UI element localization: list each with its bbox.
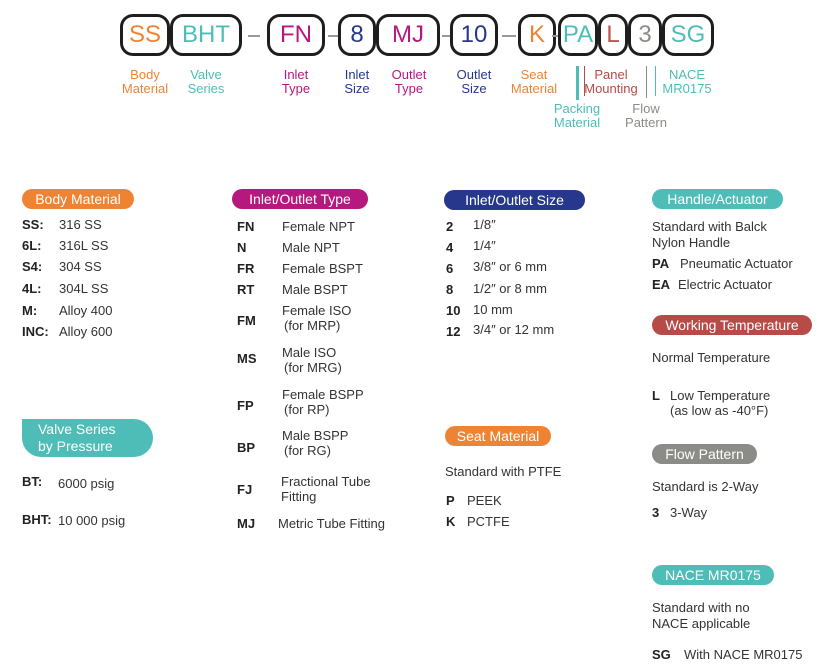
code: INC: xyxy=(22,324,49,339)
separator-dash xyxy=(328,35,338,37)
description: 1/4″ xyxy=(473,238,496,253)
code: SS: xyxy=(22,217,44,232)
description: 1/8″ xyxy=(473,217,496,232)
label-body-material: Body Material xyxy=(121,67,169,96)
label-nace: NACE MR0175 xyxy=(662,67,712,96)
label-seat-material: Seat Material xyxy=(510,67,558,96)
code-box-packing-material: PA xyxy=(558,14,598,56)
code: FP xyxy=(237,398,254,413)
description: 3-Way xyxy=(670,505,708,520)
description: 10 mm xyxy=(473,302,513,317)
leader-line-flow xyxy=(646,66,647,98)
handle-standard-note: Standard with Balck Nylon Handle xyxy=(652,219,767,250)
description: Male NPT xyxy=(282,240,340,255)
code: MJ xyxy=(237,516,256,531)
label-panel-mounting: Panel Mounting xyxy=(584,67,638,96)
code: 10 xyxy=(446,303,461,318)
description: 10 000 psig xyxy=(58,513,126,528)
description: 3/4″ or 12 mm xyxy=(473,322,555,337)
description: Male BSPT xyxy=(282,282,348,297)
seat-standard-note: Standard with PTFE xyxy=(445,464,562,479)
description: Fractional Tube Fitting xyxy=(281,474,371,504)
code: FR xyxy=(237,261,255,276)
code: 6L: xyxy=(22,238,42,253)
code: N xyxy=(237,240,247,255)
section-title-inlet-outlet-type: Inlet/Outlet Type xyxy=(232,189,368,209)
code: 2 xyxy=(446,219,454,234)
code: MS xyxy=(237,351,257,366)
code: L xyxy=(652,388,660,403)
description: Female BSPP (for RP) xyxy=(282,387,364,417)
section-title-valve-series: Valve Series by Pressure xyxy=(22,419,153,457)
description: Male BSPP (for RG) xyxy=(282,428,349,458)
description: 1/2″ or 8 mm xyxy=(473,281,547,296)
description: 3/8″ or 6 mm xyxy=(473,259,547,274)
code-box-outlet-type: MJ xyxy=(376,14,440,56)
label-packing-material: Packing Material xyxy=(553,101,601,130)
section-title-inlet-outlet-size: Inlet/Outlet Size xyxy=(444,190,585,210)
description: Alloy 600 xyxy=(59,324,113,339)
code: S4: xyxy=(22,259,43,274)
code-box-seat-material: K xyxy=(518,14,556,56)
description: Male ISO (for MRG) xyxy=(282,345,342,375)
code: BHT: xyxy=(22,512,52,527)
code: 4L: xyxy=(22,281,42,296)
code: K xyxy=(446,514,456,529)
description: Female NPT xyxy=(282,219,355,234)
code: P xyxy=(446,493,455,508)
section-title-seat-material: Seat Material xyxy=(445,426,551,446)
section-title-handle-actuator: Handle/Actuator xyxy=(652,189,783,209)
section-title-nace: NACE MR0175 xyxy=(652,565,774,585)
code: RT xyxy=(237,282,255,297)
description: 6000 psig xyxy=(58,476,115,491)
label-outlet-size: Outlet Size xyxy=(456,67,492,96)
label-valve-series: Valve Series xyxy=(187,67,225,96)
label-inlet-size: Inlet Size xyxy=(344,67,370,96)
code: BP xyxy=(237,440,256,455)
code: EA xyxy=(652,277,671,292)
code-box-inlet-size: 8 xyxy=(338,14,376,56)
temperature-standard-note: Normal Temperature xyxy=(652,350,771,365)
label-inlet-type: Inlet Type xyxy=(281,67,311,96)
description: Pneumatic Actuator xyxy=(680,256,793,271)
section-title-flow-pattern: Flow Pattern xyxy=(652,444,757,464)
description: With NACE MR0175 xyxy=(684,647,803,662)
code: SG xyxy=(652,647,671,662)
nace-standard-note: Standard with no NACE applicable xyxy=(652,600,751,631)
flow-standard-note: Standard is 2-Way xyxy=(652,479,759,494)
description: 304 SS xyxy=(59,259,102,274)
description: 316L SS xyxy=(59,238,109,253)
description: PEEK xyxy=(467,493,502,508)
section-title-body-material: Body Material xyxy=(22,189,134,209)
description: Metric Tube Fitting xyxy=(278,516,385,531)
code-box-outlet-size: 10 xyxy=(450,14,498,56)
description: PCTFE xyxy=(467,514,510,529)
separator-dash xyxy=(502,35,516,37)
code: FM xyxy=(237,313,256,328)
description: Alloy 400 xyxy=(59,303,113,318)
separator-dash xyxy=(248,35,260,37)
code: 3 xyxy=(652,505,660,520)
code-box-flow-pattern: 3 xyxy=(628,14,662,56)
label-flow-pattern: Flow Pattern xyxy=(625,101,667,130)
code-box-nace: SG xyxy=(662,14,714,56)
code: FJ xyxy=(237,482,253,497)
code: BT: xyxy=(22,474,43,489)
section-title-working-temperature: Working Temperature xyxy=(652,315,812,335)
code: 4 xyxy=(446,240,454,255)
code: PA xyxy=(652,256,670,271)
description: Electric Actuator xyxy=(678,277,772,292)
code-box-inlet-type: FN xyxy=(267,14,325,56)
code-box-panel-mounting: L xyxy=(598,14,628,56)
code: FN xyxy=(237,219,255,234)
code-box-body-material: SS xyxy=(120,14,170,56)
description: 316 SS xyxy=(59,217,102,232)
code-box-valve-series: BHT xyxy=(170,14,242,56)
description: Female ISO (for MRP) xyxy=(282,303,352,333)
description: 304L SS xyxy=(59,281,109,296)
code: 6 xyxy=(446,261,454,276)
code: 12 xyxy=(446,324,461,339)
description: Female BSPT xyxy=(282,261,363,276)
code: M: xyxy=(22,303,38,318)
code: 8 xyxy=(446,282,454,297)
label-outlet-type: Outlet Type xyxy=(391,67,427,96)
description: Low Temperature (as low as -40°F) xyxy=(670,388,771,418)
separator-dash xyxy=(442,35,450,37)
